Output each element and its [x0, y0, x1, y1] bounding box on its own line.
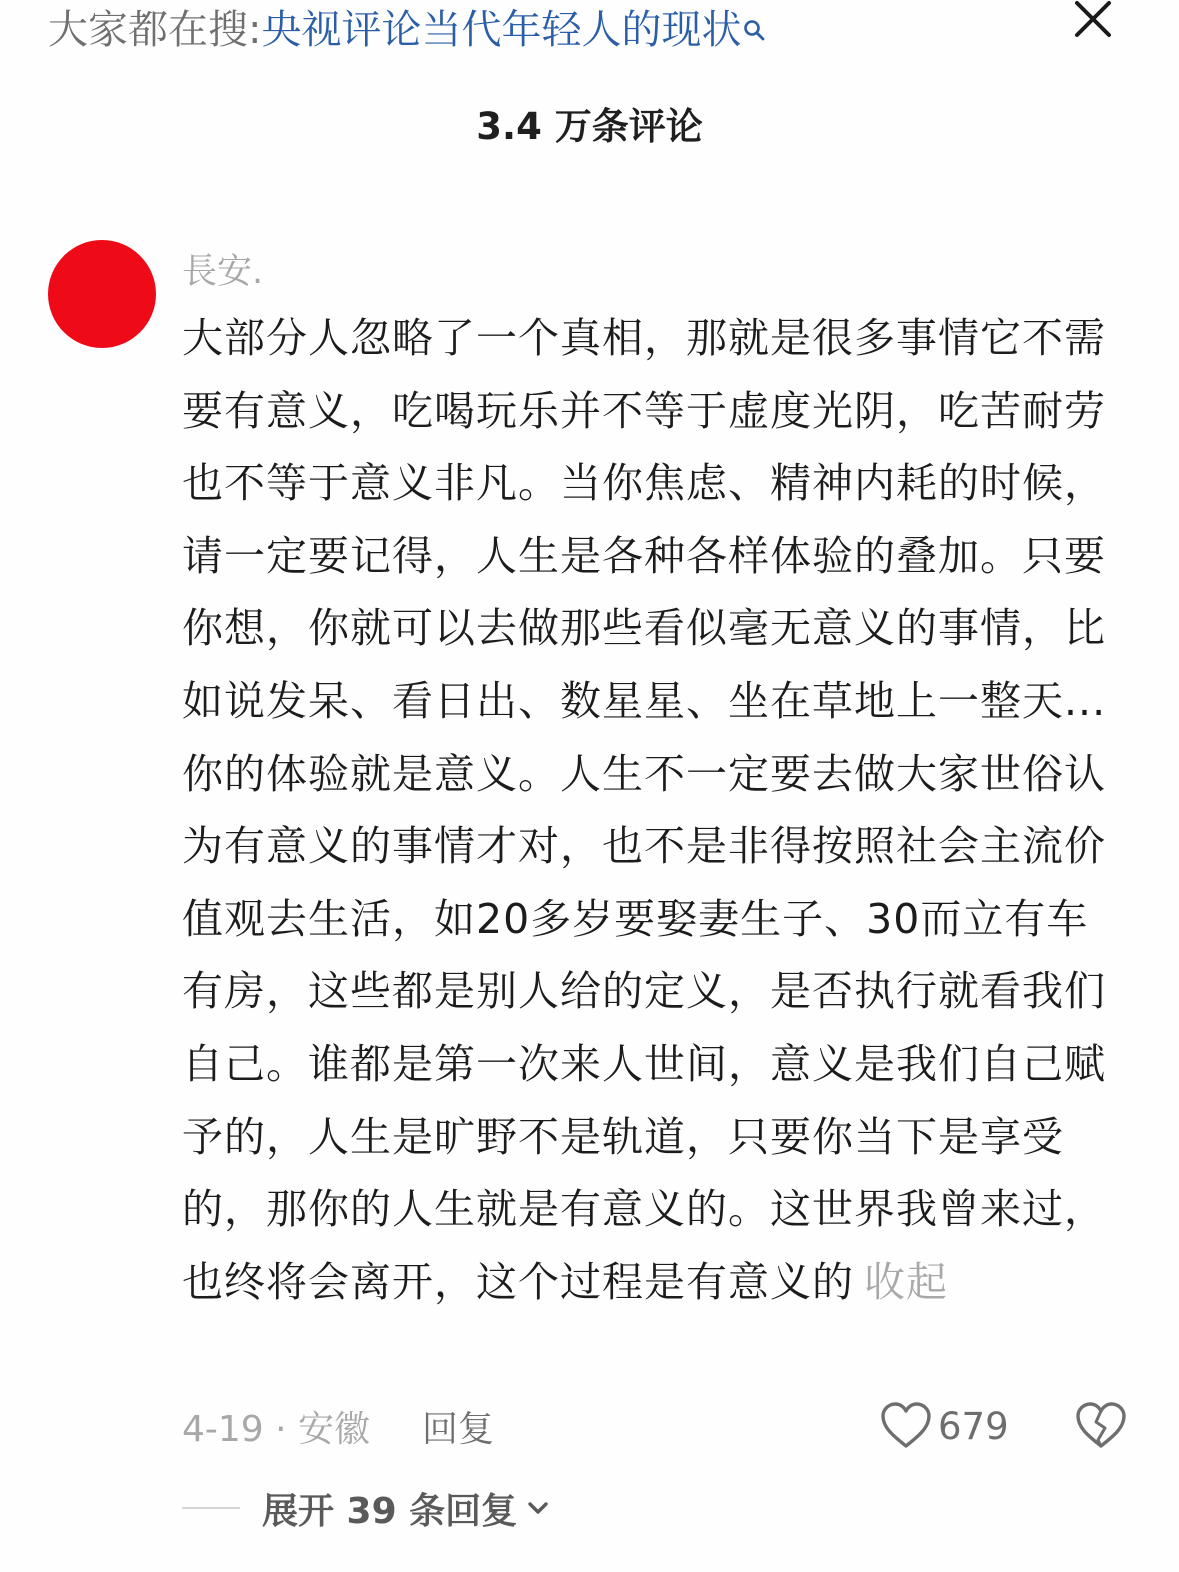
like-count: 679	[938, 1404, 1009, 1448]
avatar[interactable]	[48, 240, 156, 348]
close-icon	[1068, 0, 1118, 44]
comment-text	[182, 302, 1122, 1318]
expand-replies-button[interactable]	[182, 1480, 551, 1536]
collapse-link[interactable]: 收起	[864, 1257, 948, 1306]
like-button[interactable]	[880, 1398, 1009, 1454]
expand-divider-line	[182, 1507, 240, 1509]
search-term-link[interactable]: 央视评论当代年轻人的现状	[261, 6, 742, 53]
comment-meta-row	[182, 1398, 494, 1454]
dislike-button[interactable]	[1074, 1402, 1128, 1450]
comment-username[interactable]: 長安.	[182, 252, 264, 292]
chevron-down-icon	[525, 1495, 551, 1521]
comment-date-location: 4-19 · 安徽	[182, 1408, 371, 1450]
close-button[interactable]	[1068, 0, 1118, 44]
search-prefix-label: 大家都在搜:	[48, 6, 262, 53]
comment-body-text: 大部分人忽略了一个真相，那就是很多事情它不需要有意义，吃喝玩乐并不等于虚度光阴，吃苦耐劳也不等于意义非凡。当你焦虑、精神内耗的时候，请一定要记得，人生是各种各样体验的叠加。只要你想，你就可以去做那些看似毫无意义的事情，比如说发呆、看日出、数星星、坐在草地上一整天...你的体验就是意义。人生不一定要去做大家世俗认为有意义的事情才对，也不是非得按照社会主流价值观去生活，如20多岁要娶妻生子、30而立有车有房，这些都是别人给的定义，是否执行就看我们自己。谁都是第一次来人世间，意义是我们自己赋予的，人生是旷野不是轨道，只要你当下是享受的，那你的人生就是有意义的。这世界我曾来过，也终将会离开，这个过程是有意义的	[182, 314, 1107, 1306]
expand-replies-label: 展开 39 条回复	[262, 1490, 518, 1532]
dislike-icon	[1074, 1402, 1128, 1450]
heart-icon	[880, 1402, 932, 1450]
reply-button[interactable]: 回复	[422, 1408, 495, 1450]
search-icon	[743, 5, 765, 27]
search-suggestion-bar[interactable]	[48, 0, 1048, 52]
comment-count-title: 3.4 万条评论	[476, 105, 703, 148]
